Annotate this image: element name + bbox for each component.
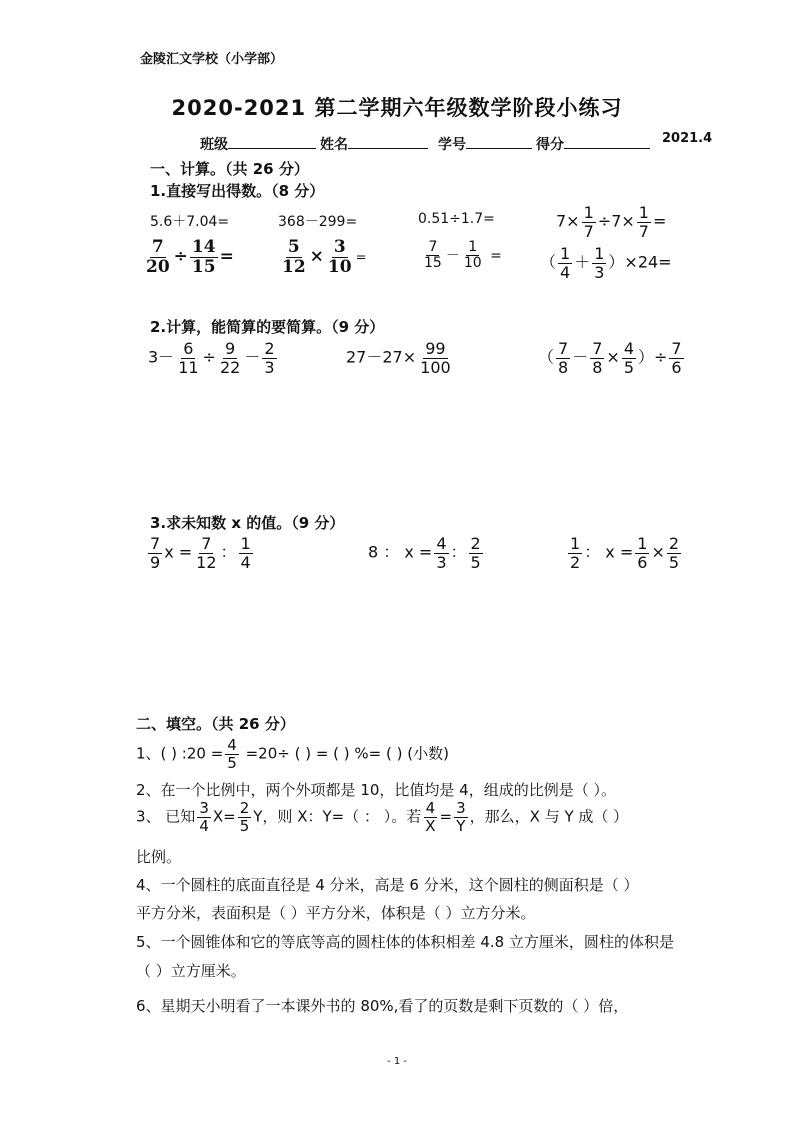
- p3-q2: 8 ： x = $\frac{4}{3}$ ： $\frac{2}{5}$: [368, 534, 481, 572]
- fill-q4-line2: 平方分米，表面积是（ ）平方分米，体积是（ ）立方分米。: [136, 904, 536, 922]
- score-blank: [564, 134, 650, 149]
- part3-title: 3.求未知数 x 的值。（9 分）: [150, 514, 345, 532]
- name-label: 姓名: [320, 137, 348, 153]
- part2-title: 2.计算，能简算的要简算。（9 分）: [150, 318, 385, 336]
- p1-q6: $\frac{5}{12}$ × $\frac{3}{10}$ =: [282, 237, 367, 277]
- score-label: 得分: [536, 137, 564, 153]
- p1-q5: $\frac{7}{20}$ ÷ $\frac{14}{15}$ =: [146, 237, 234, 277]
- id-label: 学号: [438, 137, 466, 153]
- fill-q5-line2: （ ）立方厘米。: [136, 962, 246, 980]
- p3-q1: $\frac{7}{9}$ x = $\frac{7}{12}$ ： $\frac{1}{4}$: [150, 534, 251, 572]
- section2-title: 二、填空。（共 26 分）: [136, 715, 295, 733]
- class-blank: [228, 134, 316, 149]
- p2-q1: 3－ $\frac{6}{11}$ ÷ $\frac{9}{22}$ － $\frac{2}{3}$: [148, 339, 275, 377]
- name-blank: [348, 134, 428, 149]
- fill-q4-line1: 4、一个圆柱的底面直径是 4 分米，高是 6 分米，这个圆柱的侧面积是（ ）: [136, 876, 639, 894]
- p2-q3: （ $\frac{7}{8}$ － $\frac{7}{8}$ × $\frac{4}{5}$ ）÷ $\frac{7}{6}$: [538, 339, 682, 377]
- section1-title: 一、计算。（共 26 分）: [150, 160, 309, 178]
- class-label: 班级: [200, 137, 228, 153]
- fill-q3: 3、 已知 $\frac{3}{4}$ X= $\frac{2}{5}$ Y，则 X：Y=（ ： ）。若 $\frac{4}{X}$ = $\frac{3}{Y}$ ，那么，X 与 Y 成（ ）: [136, 799, 629, 835]
- p3-q3: $\frac{1}{2}$ ： x = $\frac{1}{6}$ × $\frac{2}{5}$: [570, 534, 680, 572]
- info-class: [200, 134, 316, 154]
- info-name: [320, 134, 428, 154]
- p1-q7: $\frac{7}{15}$ － $\frac{1}{10}$ =: [424, 239, 502, 272]
- part1-title: 1.直接写出得数。（8 分）: [150, 182, 325, 200]
- info-score: [536, 134, 650, 154]
- fill-q1: 1、( ) :20 = $\frac{4}{5}$ =20÷ ( ) = ( ) %= ( ) (小数): [136, 736, 449, 772]
- p1-q2: 368－299=: [278, 214, 358, 230]
- p1-q3: 0.51÷1.7=: [418, 211, 495, 227]
- id-blank: [466, 134, 532, 149]
- fill-q5-line1: 5、一个圆锥体和它的等底等高的圆柱体的体积相差 4.8 立方厘米，圆柱的体积是: [136, 933, 674, 951]
- p1-q4: 7× $\frac{1}{7}$ ÷7× $\frac{1}{7}$ =: [556, 203, 667, 241]
- fill-q2: 2、在一个比例中，两个外项都是 10，比值均是 4，组成的比例是（ ）。: [136, 781, 616, 799]
- school-name: 金陵汇文学校（小学部）: [140, 52, 284, 67]
- page-title: 2020-2021 第二学期六年级数学阶段小练习: [171, 96, 623, 120]
- exam-date: 2021.4: [662, 131, 713, 146]
- p1-q1: 5.6＋7.04=: [150, 214, 230, 230]
- fill-q6: 6、星期天小明看了一本课外书的 80%,看了的页数是剩下页数的（ ）倍，: [136, 997, 629, 1015]
- p2-q2: 27－27× $\frac{99}{100}$: [346, 339, 451, 377]
- page-number: - 1 -: [387, 1056, 407, 1067]
- p1-q8: （ $\frac{1}{4}$ ＋ $\frac{1}{3}$ ）×24=: [540, 244, 672, 282]
- info-id: [438, 134, 532, 154]
- fill-q3-cont: 比例。: [136, 848, 182, 866]
